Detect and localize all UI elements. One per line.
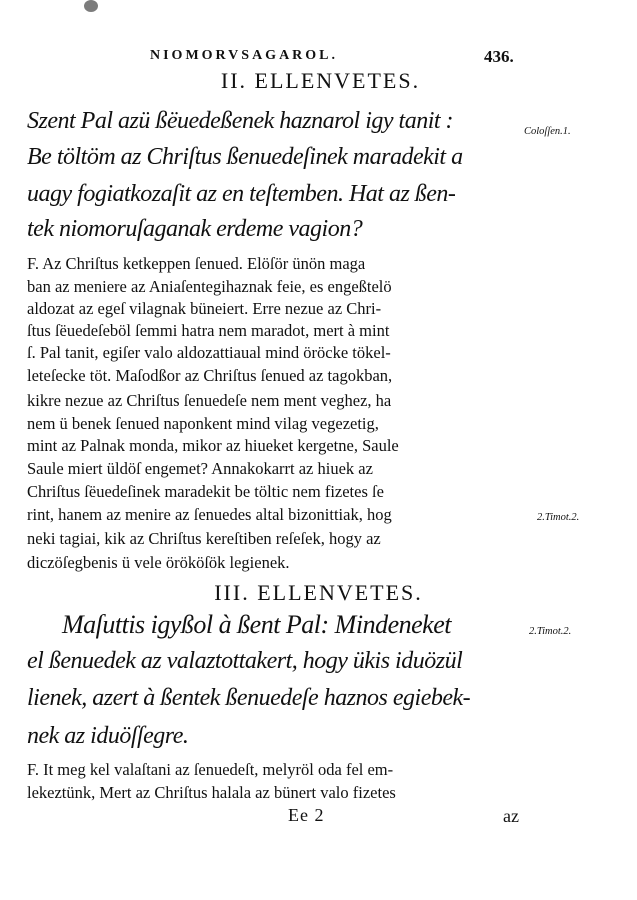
body-line: nem ü benek ſenued naponkent mind vilag vegezetig, xyxy=(27,414,379,433)
body-line: ſ. Pal tanit, egiſer valo aldozattiaual mind öröcke tökel- xyxy=(27,343,391,362)
italic-line: tek niomoruſaganak erdeme vagion? xyxy=(27,216,363,242)
body-line: ſtus ſëuedeſeböl ſemmi hatra nem maradot, mert à mint xyxy=(27,321,390,340)
signature-mark: Ee 2 xyxy=(288,805,325,825)
italic-line: el ßenuedek az valaztottakert, hogy ükis iduözül xyxy=(27,648,463,674)
running-title: NIOMORVSAGAROL. xyxy=(150,48,339,63)
catchword: az xyxy=(503,806,519,826)
italic-line: uagy fogiatkozaſit az en teſtemben. Hat az ßen- xyxy=(27,181,456,207)
page-number: 436. xyxy=(484,47,514,66)
italic-line: nek az iduöſſegre. xyxy=(27,723,189,749)
margin-reference: 2.Timot.2. xyxy=(537,512,580,523)
body-line: lekeztünk, Mert az Chriſtus halala az bünert valo fizetes xyxy=(27,783,396,802)
italic-line: lienek, azert à ßentek ßenuedeſe haznos egiebek- xyxy=(27,685,471,711)
body-line: F. Az Chriſtus ketkeppen ſenued. Elöſör ünön maga xyxy=(27,254,366,273)
italic-line: Szent Pal azü ßëuedeßenek haznarol igy tanit : xyxy=(27,108,454,134)
body-line: leteſecke töt. Maſodßor az Chriſtus ſenued az tagokban, xyxy=(27,366,393,385)
body-line: neki tagiai, kik az Chriſtus kereſtiben reſeſek, hogy az xyxy=(27,529,381,548)
margin-reference: 2.Timot.2. xyxy=(529,626,572,637)
body-line: ban az meniere az Aniaſentegihaznak feie, es engeßtelö xyxy=(27,277,392,296)
body-line: mint az Palnak monda, mikor az hiueket kergetne, Saule xyxy=(27,436,399,455)
body-line: F. It meg kel valaſtani az ſenuedeſt, melyröl oda fel em- xyxy=(27,760,394,779)
body-line: Chriſtus ſëuedeſinek maradekit be töltic nem fizetes ſe xyxy=(27,482,384,501)
body-line: rint, hanem az menire az ſenuedes altal bizonittiak, hog xyxy=(27,505,392,524)
italic-line: Maſuttis igyßol à ßent Pal: Mindeneket xyxy=(62,610,451,639)
italic-line: Be töltöm az Chriſtus ßenuedeſinek maradekit a xyxy=(27,144,463,170)
ink-smudge xyxy=(84,0,98,12)
body-line: kikre nezue az Chriſtus ſenuedeſe nem ment veghez, ha xyxy=(27,391,392,410)
body-line: aldozat az egeſ vilagnak büneiert. Erre nezue az Chri- xyxy=(27,299,382,318)
section-heading-2: II. ELLENVETES. xyxy=(220,68,421,93)
margin-reference: Coloſſen.1. xyxy=(524,126,571,137)
body-line: Saule miert üldöſ engemet? Annakokarrt az hiuek az xyxy=(27,459,373,478)
body-line: diczöſegbenis ü vele örököſök legienek. xyxy=(27,553,290,572)
section-heading-3: III. ELLENVETES. xyxy=(214,580,423,605)
